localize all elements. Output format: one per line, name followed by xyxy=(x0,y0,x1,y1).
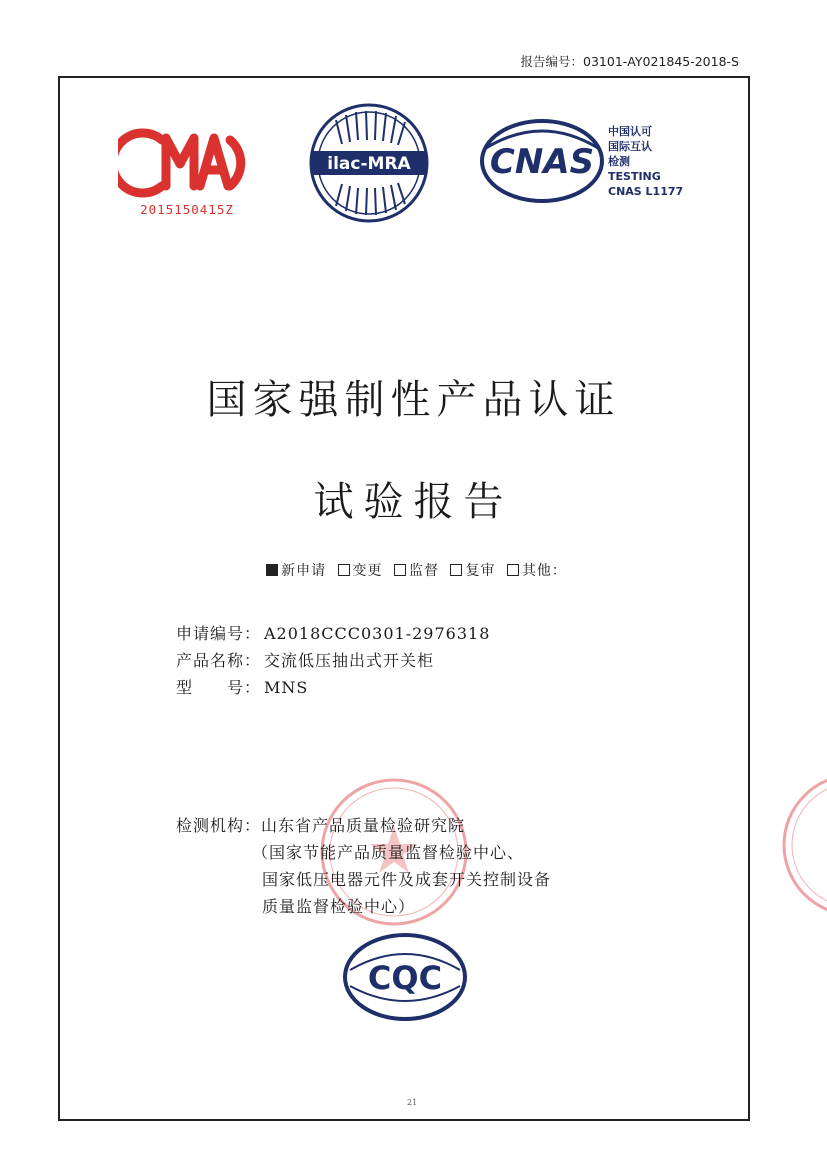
lab-line-2: （国家节能产品质量监督检验中心、 xyxy=(252,843,525,862)
lab-line-3: 国家低压电器元件及成套开关控制设备 xyxy=(262,870,552,889)
checkbox-new[interactable] xyxy=(266,564,278,576)
page-number: 21 xyxy=(407,1098,418,1107)
cnas-line: 检测 xyxy=(608,155,630,168)
checkbox-supervision[interactable] xyxy=(394,564,406,576)
lab-line-4: 质量监督检验中心） xyxy=(262,897,416,916)
product-name-value: 交流低压抽出式开关柜 xyxy=(264,651,435,670)
application-type-options xyxy=(0,560,827,580)
checkbox-change[interactable] xyxy=(338,564,350,576)
checkbox-review[interactable] xyxy=(450,564,462,576)
product-name-row xyxy=(176,647,434,674)
cnas-line: 国际互认 xyxy=(608,140,652,153)
cnas-line: CNAS L1177 xyxy=(608,185,684,198)
option-label: 变更 xyxy=(352,563,383,579)
report-number: 报告编号：03101-AY021845-2018-S xyxy=(520,54,739,69)
ilac-text: ilac-MRA xyxy=(327,154,411,174)
document-subtitle: 试验报告 xyxy=(313,479,514,525)
document-title: 国家强制性产品认证 xyxy=(206,377,621,423)
option-label: 新申请 xyxy=(281,563,327,579)
application-number-row xyxy=(176,620,490,647)
application-number-value: A2018CCC0301-2976318 xyxy=(264,624,491,643)
testing-organization xyxy=(176,812,551,920)
model-value: MNS xyxy=(264,678,309,697)
cqc-logo xyxy=(340,930,470,1024)
cqc-text: CQC xyxy=(367,959,443,997)
cnas-text: CNAS xyxy=(489,142,595,182)
product-name-label: 产品名称： xyxy=(176,651,262,670)
model-label: 型 号： xyxy=(176,678,262,697)
application-number-label: 申请编号： xyxy=(176,624,262,643)
lab-name: 山东省产品质量检验研究院 xyxy=(261,816,466,835)
partial-seal xyxy=(776,770,827,920)
checkbox-other[interactable] xyxy=(507,564,519,576)
cnas-logo xyxy=(478,118,606,204)
cnas-line: TESTING xyxy=(608,170,661,183)
cma-code: 2015150415Z xyxy=(140,202,234,217)
cnas-caption xyxy=(608,124,683,199)
option-label: 其他： xyxy=(521,563,567,579)
model-row xyxy=(176,674,308,701)
cnas-line: 中国认可 xyxy=(608,125,652,138)
option-label: 监督 xyxy=(409,563,439,579)
ilac-mra-logo xyxy=(306,100,432,226)
lab-label: 检测机构： xyxy=(176,816,262,835)
option-label: 复审 xyxy=(465,563,496,579)
